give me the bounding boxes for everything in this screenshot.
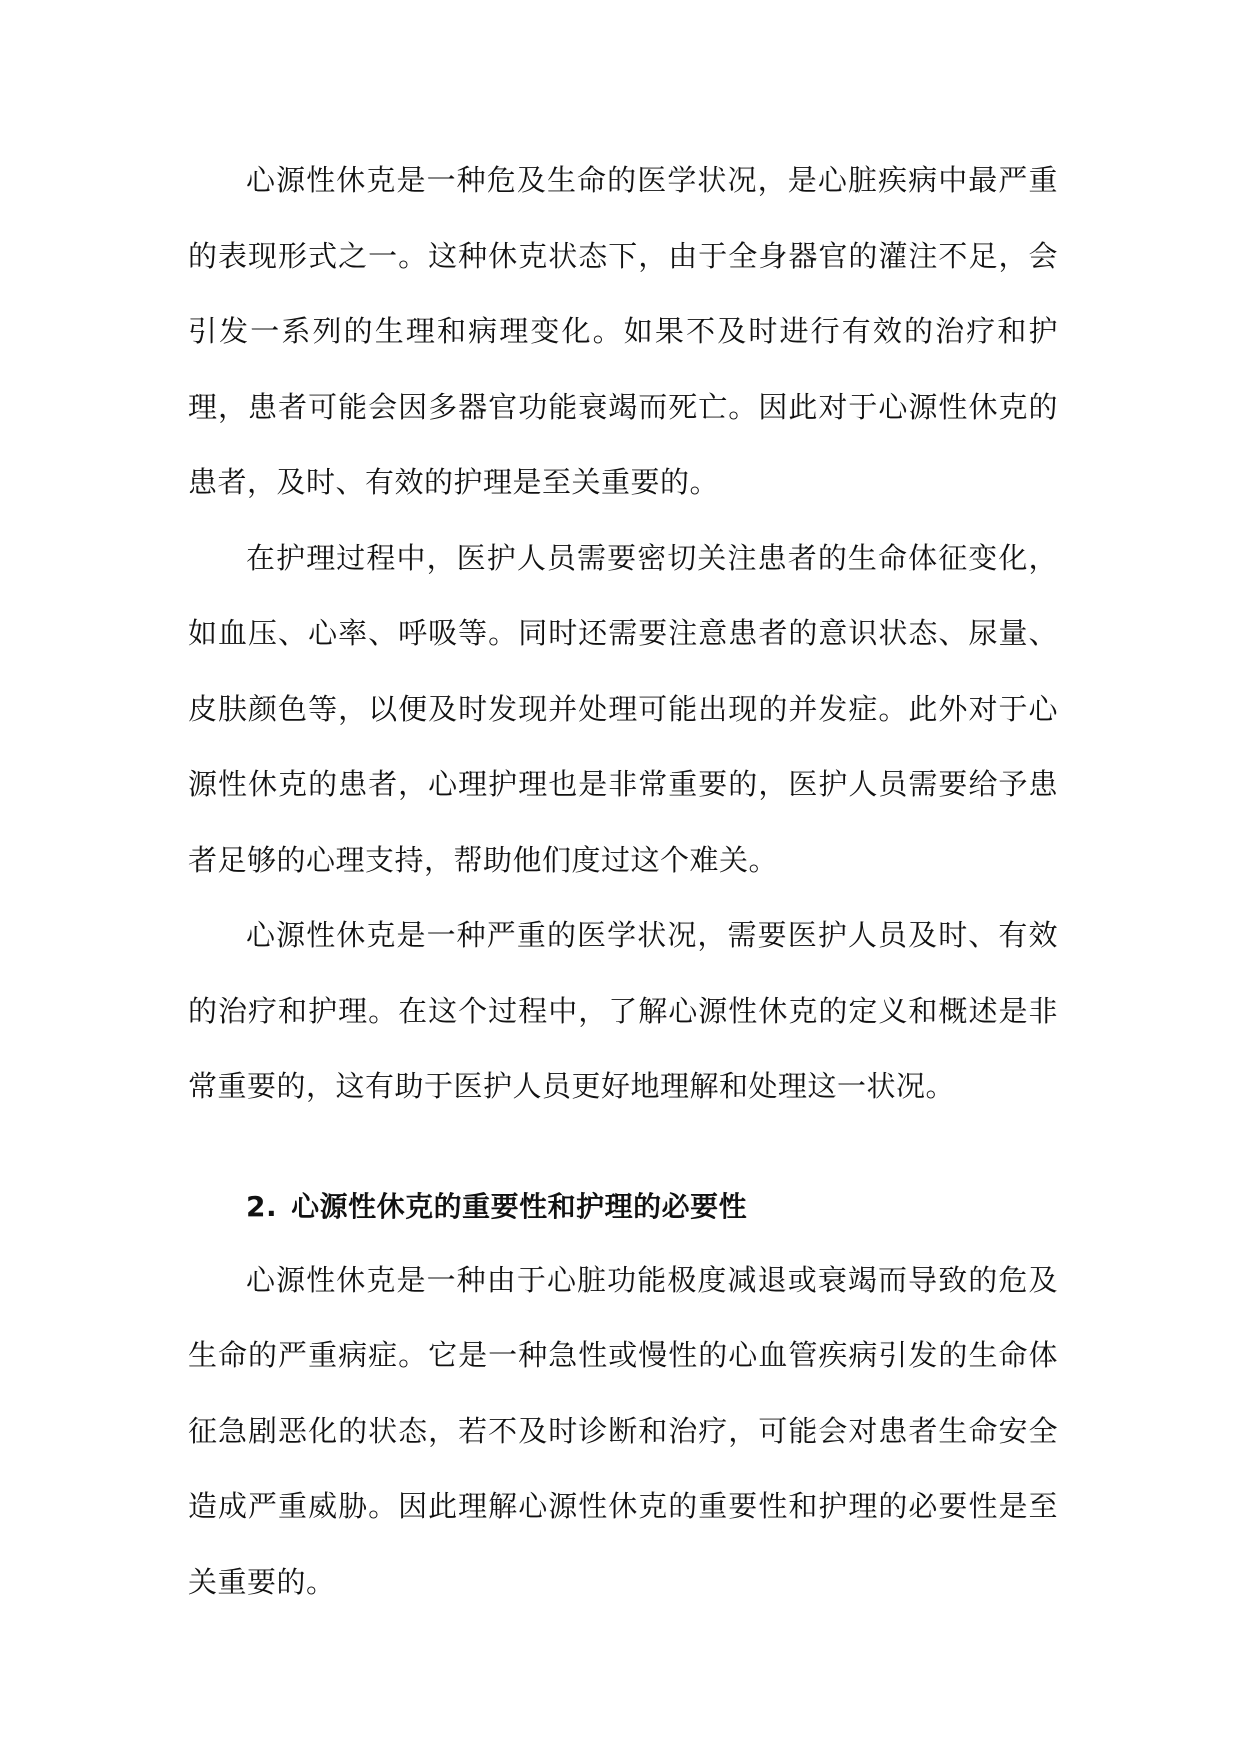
section-heading [188, 1171, 1058, 1243]
paragraph: 心源性休克是一种严重的医学状况，需要医护人员及时、有效的治疗和护理。在这个过程中，了解心源性休克的定义和概述是非常重要的，这有助于医护人员更好地理解和处理这一状况。 [188, 918, 1058, 1103]
document-body [188, 143, 1058, 1620]
paragraph: 在护理过程中，医护人员需要密切关注患者的生命体征变化，如血压、心率、呼吸等。同时还需要注意患者的意识状态、尿量、皮肤颜色等，以便及时发现并处理可能出现的并发症。此外对于心源性休克的患者，心理护理也是非常重要的，医护人员需要给予患者足够的心理支持，帮助他们度过这个难关。 [188, 540, 1058, 877]
section-title: 心源性休克的重要性和护理的必要性 [291, 1189, 748, 1223]
paragraph: 心源性休克是一种危及生命的医学状况，是心脏疾病中最严重的表现形式之一。这种休克状态下，由于全身器官的灌注不足，会引发一系列的生理和病理变化。如果不及时进行有效的治疗和护理，患者可能会因多器官功能衰竭而死亡。因此对于心源性休克的患者，及时、有效的护理是至关重要的。 [188, 163, 1058, 499]
section-number: 2. [246, 1189, 278, 1223]
paragraph: 心源性休克是一种由于心脏功能极度减退或衰竭而导致的危及生命的严重病症。它是一种急性或慢性的心血管疾病引发的生命体征急剧恶化的状态，若不及时诊断和治疗，可能会对患者生命安全造成严重威胁。因此理解心源性休克的重要性和护理的必要性是至关重要的。 [188, 1262, 1058, 1599]
